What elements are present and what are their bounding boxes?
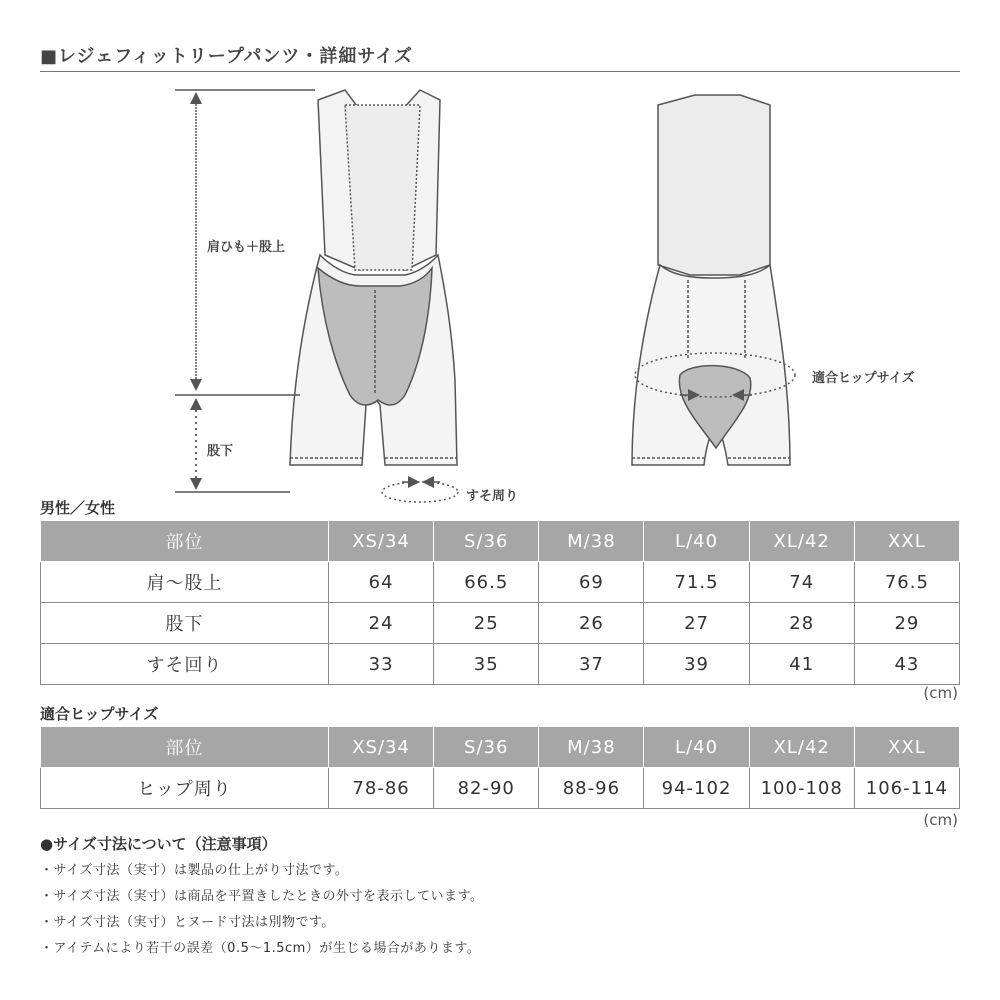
table-cell: 94-102 xyxy=(644,768,749,809)
table-cell: 29 xyxy=(854,603,959,644)
front-view-garment xyxy=(290,90,457,465)
table-cell: 66.5 xyxy=(434,562,539,603)
header-cell: S/36 xyxy=(434,521,539,562)
table-row xyxy=(41,768,960,809)
bib-shorts-illustration xyxy=(0,80,1000,510)
note-item: ・サイズ寸法（実寸）は製品の仕上がり寸法です。 xyxy=(40,863,349,878)
unit-label-hip: (cm) xyxy=(923,811,958,829)
table-cell: 33 xyxy=(329,644,434,685)
table-cell: ヒップ周り xyxy=(41,768,329,809)
header-cell: XL/42 xyxy=(749,727,854,768)
label-hem: すそ周り xyxy=(466,489,519,504)
note-item: ・アイテムにより若干の誤差（0.5〜1.5cm）が生じる場合があります。 xyxy=(40,941,481,956)
table-cell: 24 xyxy=(329,603,434,644)
table-cell: 64 xyxy=(329,562,434,603)
section-label-gender: 男性／女性 xyxy=(40,499,116,517)
table-cell: 41 xyxy=(749,644,854,685)
table-header-row xyxy=(41,521,960,562)
table-cell: 43 xyxy=(854,644,959,685)
label-hip: 適合ヒップサイズ xyxy=(812,371,915,386)
table-cell: 35 xyxy=(434,644,539,685)
table-header-row xyxy=(41,727,960,768)
table-row xyxy=(41,562,960,603)
page-title: ■レジェフィットリープパンツ・詳細サイズ xyxy=(40,46,413,67)
header-cell: XS/34 xyxy=(329,727,434,768)
table-row xyxy=(41,603,960,644)
section-label-hip: 適合ヒップサイズ xyxy=(40,705,159,723)
table-cell: 股下 xyxy=(41,603,329,644)
header-cell: L/40 xyxy=(644,521,749,562)
table-cell: 26 xyxy=(539,603,644,644)
size-table-main xyxy=(40,520,960,685)
header-cell: S/36 xyxy=(434,727,539,768)
unit-label-main: (cm) xyxy=(923,684,958,702)
table-cell: 76.5 xyxy=(854,562,959,603)
table-cell: 25 xyxy=(434,603,539,644)
header-cell: 部位 xyxy=(41,727,329,768)
table-cell: 39 xyxy=(644,644,749,685)
table-cell: 78-86 xyxy=(329,768,434,809)
label-inseam: 股下 xyxy=(207,444,234,459)
table-cell: 肩〜股上 xyxy=(41,562,329,603)
title-divider xyxy=(40,71,960,72)
header-cell: L/40 xyxy=(644,727,749,768)
size-notes xyxy=(40,833,483,962)
back-view-garment xyxy=(632,95,790,465)
table-cell: 69 xyxy=(539,562,644,603)
notes-title: ●サイズ寸法について（注意事項） xyxy=(40,835,277,853)
table-cell: 106-114 xyxy=(854,768,959,809)
header-cell: XL/42 xyxy=(749,521,854,562)
label-shoulder-rise: 肩ひも＋股上 xyxy=(207,240,286,255)
table-cell: 37 xyxy=(539,644,644,685)
table-row xyxy=(41,644,960,685)
table-cell: 88-96 xyxy=(539,768,644,809)
header-cell: XXL xyxy=(854,727,959,768)
header-cell: 部位 xyxy=(41,521,329,562)
note-item: ・サイズ寸法（実寸）とヌード寸法は別物です。 xyxy=(40,915,335,930)
note-item: ・サイズ寸法（実寸）は商品を平置きしたときの外寸を表示しています。 xyxy=(40,889,484,904)
header-cell: XXL xyxy=(854,521,959,562)
header-cell: M/38 xyxy=(539,727,644,768)
table-cell: 100-108 xyxy=(749,768,854,809)
table-cell: 74 xyxy=(749,562,854,603)
size-table-hip xyxy=(40,726,960,809)
header-cell: XS/34 xyxy=(329,521,434,562)
table-cell: 71.5 xyxy=(644,562,749,603)
table-cell: 82-90 xyxy=(434,768,539,809)
table-cell: 28 xyxy=(749,603,854,644)
table-cell: 27 xyxy=(644,603,749,644)
table-cell: すそ回り xyxy=(41,644,329,685)
header-cell: M/38 xyxy=(539,521,644,562)
